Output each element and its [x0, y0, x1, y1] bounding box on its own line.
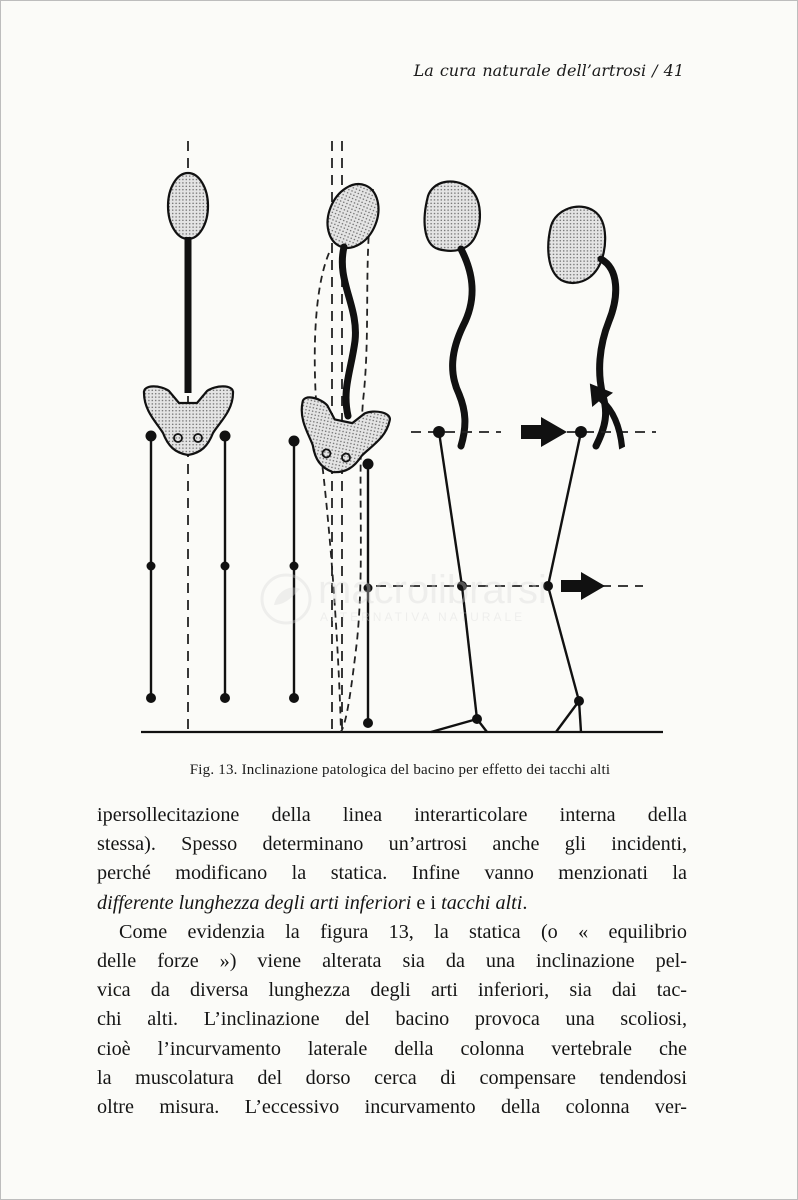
body-line — [97, 1035, 687, 1064]
balance-curve-left — [315, 253, 341, 732]
body-line — [97, 830, 687, 859]
body-line — [97, 1064, 687, 1093]
text-run: chi alti. L’inclinazione del bacino provoca una scoliosi, — [97, 1008, 687, 1031]
watermark-name: macrolibrarsi — [318, 569, 547, 612]
body-line — [97, 859, 687, 888]
header-separator: / — [652, 61, 658, 80]
text-run: cioè l’incurvamento laterale della colonna vertebrale che — [97, 1037, 687, 1060]
text-run: oltre misura. L’eccessivo incurvamento della colonna ver- — [97, 1096, 687, 1119]
text-run: e i — [411, 891, 442, 914]
watermark-logo — [256, 569, 556, 629]
figure-upright — [144, 141, 233, 732]
text-run: perché modificano la statica. Infine vanno menzionati la — [97, 862, 687, 885]
body-line — [97, 947, 687, 976]
body-line — [97, 1005, 687, 1034]
italic-phrase: tacchi alti — [441, 891, 523, 914]
body-line — [97, 801, 687, 830]
head-shape — [548, 207, 605, 283]
body-line — [97, 1093, 687, 1122]
figure-caption: Fig. 13. Inclinazione patologica del bacino per effetto dei tacchi alti — [189, 762, 611, 778]
text-run: stessa). Spesso determinano un’artrosi anche gli incidenti, — [97, 833, 687, 856]
body-line — [97, 889, 687, 918]
figure-side-heels — [543, 207, 656, 732]
text-run: vica da diversa lunghezza degli arti inferiori, sia dai tac- — [97, 979, 687, 1002]
figure-side-flat — [376, 181, 567, 732]
spine-curved — [342, 247, 355, 416]
figure-13-illustration — [1, 1, 798, 761]
spine-curved — [453, 249, 473, 446]
head-shape — [425, 181, 480, 250]
page-number: 41 — [663, 61, 684, 80]
watermark-tagline: ALTERNATIVA NATURALE — [320, 610, 526, 624]
text-run: ipersollecitazione della linea interarticolare interna della — [97, 804, 687, 826]
head-shape — [318, 176, 387, 255]
text-run: Come evidenzia la figura 13, la statica (o « equilibrio — [119, 920, 687, 943]
running-title: La cura naturale dell’artrosi — [413, 61, 647, 80]
arrow-right-icon — [521, 417, 567, 447]
text-run: la muscolatura del dorso cerca di compensare tendendosi — [97, 1066, 687, 1089]
pelvis-shape — [290, 396, 391, 482]
head-shape — [168, 173, 208, 239]
arrow-left-icon — [561, 572, 605, 600]
italic-phrase: differente lunghezza degli arti inferiori — [97, 891, 412, 914]
text-run: delle forze ») viene alterata sia da una inclinazione pel- — [97, 950, 687, 973]
figure-tilted-pelvis — [289, 141, 392, 732]
body-line — [97, 918, 687, 947]
body-text — [97, 801, 687, 1122]
body-line — [97, 976, 687, 1005]
text-run: . — [522, 891, 528, 914]
